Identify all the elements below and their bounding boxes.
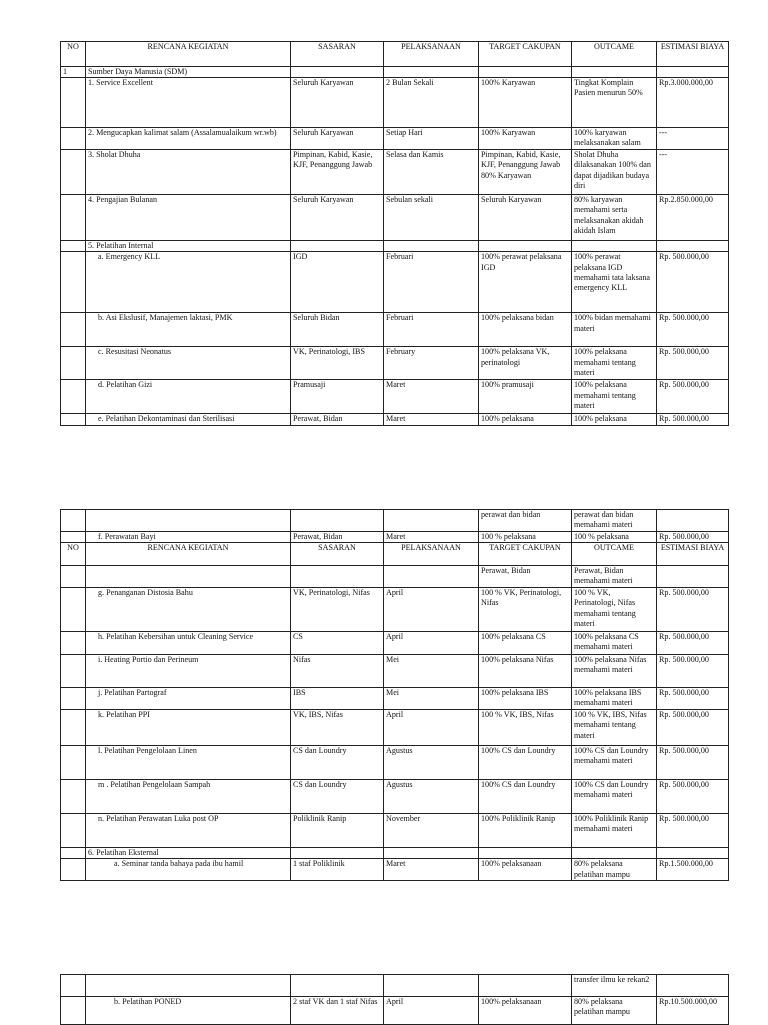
header-no: NO <box>61 42 86 67</box>
program-table-page-1 <box>60 41 729 426</box>
header-pelaksanaan: PELAKSANAAN <box>384 42 479 67</box>
table-row: b. Pelatihan PONED 2 staf VK dan 1 staf Nifas April 100% pelaksanaan 80% pelaksana pelatihan mampu Rp.10.500.000,00 <box>61 997 729 1025</box>
table-row: c. Resusitasi Neonatus VK, Perinatologi, IBS February 100% pelaksana VK, perinatologi 100% pelaksana memahami tentang materi Rp. 500.000,00 <box>61 347 729 380</box>
table-row: g. Penanganan Distosia Bahu VK, Perinatologi, Nifas April 100 % VK, Perinatologi, Nifas 100 % VK, Perinatologi, Nifas memahami tentang materi Rp. 500.000,00 <box>61 588 729 632</box>
table-header-row <box>61 42 729 67</box>
header-rencana-kegiatan: RENCANA KEGIATAN <box>86 543 291 566</box>
section-row-sdm <box>61 67 729 78</box>
section-title: Sumber Daya Manusia (SDM) <box>86 67 291 78</box>
header-outcame: OUTCAME <box>572 543 657 566</box>
section-no: 1 <box>61 67 86 78</box>
table-row: l. Pelatihan Pengelolaan Linen CS dan Loundry Agustus 100% CS dan Loundry 100% CS dan Loundry memahami materi Rp. 500.000,00 <box>61 746 729 780</box>
header-rencana-kegiatan: RENCANA KEGIATAN <box>86 42 291 67</box>
header-sasaran: SASARAN <box>291 543 384 566</box>
table-row: f. Perawatan Bayi Perawat, Bidan Maret 100 % pelaksana 100 % pelaksana Rp. 500.000,00 <box>61 532 729 543</box>
table-row: a. Seminar tanda bahaya pada ibu hamil 1 staf Poliklinik Maret 100% pelaksanaan 80% pelaksana pelatihan mampu Rp.1.500.000,00 <box>61 859 729 881</box>
table-row-continued: perawat dan bidan perawat dan bidan memahami materi <box>61 510 729 532</box>
table-row: 4. Pengajian Bulanan Seluruh Karyawan Sebulan sekali Seluruh Karyawan 80% karyawan memahami serta melaksanakan akidah akidah Islam Rp.2.850.000,00 <box>61 195 729 241</box>
header-sasaran: SASARAN <box>291 42 384 67</box>
table-row: n. Pelatihan Perawatan Luka post OP Poliklinik Ranip November 100% Poliklinik Ranip 100% Poliklinik Ranip memahami materi Rp. 500.000,00 <box>61 814 729 848</box>
table-row: d. Pelatihan Gizi Pramusaji Maret 100% pramusaji 100% pelaksana memahami tentang materi Rp. 500.000,00 <box>61 380 729 414</box>
header-pelaksanaan: PELAKSANAAN <box>384 543 479 566</box>
table-header-row <box>61 543 729 566</box>
subsection-row-eksternal <box>61 848 729 859</box>
program-table-page-3 <box>60 974 729 1025</box>
table-row: i. Heating Portio dan Perineum Nifas Mei 100% pelaksana Nifas 100% pelaksana Nifas memahami materi Rp. 500.000,00 <box>61 655 729 688</box>
subsection-row-internal <box>61 241 729 252</box>
table-row: m . Pelatihan Pengelolaan Sampah CS dan Loundry Agustus 100% CS dan Loundry 100% CS dan Loundry memahami materi Rp. 500.000,00 <box>61 780 729 814</box>
table-row: 2. Mengucapkan kalimat salam (Assalamualaikum wr.wb) Seluruh Karyawan Setiap Hari 100% Karyawan 100% karyawan melaksanakan salam --- <box>61 128 729 150</box>
subsection-title: 6. Pelatihan Eksternal <box>86 848 291 859</box>
table-row: 3. Sholat Dhuha Pimpinan, Kabid, Kasie, KJF, Penanggung Jawab Selasa dan Kamis Pimpinan, Kabid, Kasie, KJF, Penanggung Jawab 80% Karyawan Sholat Dhuha dilaksanakan 100% dan dapat dijadikan budaya diri --- <box>61 150 729 195</box>
table-row: a. Emergency KLL IGD Februari 100% perawat pelaksana IGD 100% perawat pelaksana IGD memahami tata laksana emergency KLL Rp. 500.000,00 <box>61 252 729 313</box>
subsection-title: 5. Pelatihan Internal <box>86 241 291 252</box>
table-row: e. Pelatihan Dekontaminasi dan Sterilisasi Perawat, Bidan Maret 100% pelaksana 100% pelaksana Rp. 500.000,00 <box>61 414 729 425</box>
header-estimasi-biaya: ESTIMASI BIAYA <box>657 42 729 67</box>
table-row: h. Pelatihan Kebersihan untuk Cleaning Service CS April 100% pelaksana CS 100% pelaksana CS memahami materi Rp. 500.000,00 <box>61 632 729 655</box>
table-row-continued: Perawat, Bidan Perawat, Bidan memahami materi <box>61 566 729 588</box>
table-row: 1. Service Excellent Seluruh Karyawan 2 Bulan Sekali 100% Karyawan Tingkat Komplain Pasien menurun 50% Rp.3.000.000,00 <box>61 78 729 128</box>
header-outcame: OUTCAME <box>572 42 657 67</box>
table-row: j. Pelatihan Partograf IBS Mei 100% pelaksana IBS 100% pelaksana IBS memahami materi Rp. 500.000,00 <box>61 688 729 710</box>
program-table-page-2 <box>60 509 729 881</box>
table-row: k. Pelatihan PPI VK, IBS, Nifas April 100 % VK, IBS, Nifas 100 % VK, IBS, Nifas memahami tentang materi Rp. 500.000,00 <box>61 710 729 746</box>
header-estimasi-biaya: ESTIMASI BIAYA <box>657 543 729 566</box>
table-row: b. Asi Ekslusif, Manajemen laktasi, PMK Seluruh Bidan Februari 100% pelaksana bidan 100% bidan memahami materi Rp. 500.000,00 <box>61 313 729 347</box>
header-target-cakupan: TARGET CAKUPAN <box>479 543 572 566</box>
header-no: NO <box>61 543 86 566</box>
header-target-cakupan: TARGET CAKUPAN <box>479 42 572 67</box>
table-row-continued: transfer ilmu ke rekan2 <box>61 975 729 997</box>
